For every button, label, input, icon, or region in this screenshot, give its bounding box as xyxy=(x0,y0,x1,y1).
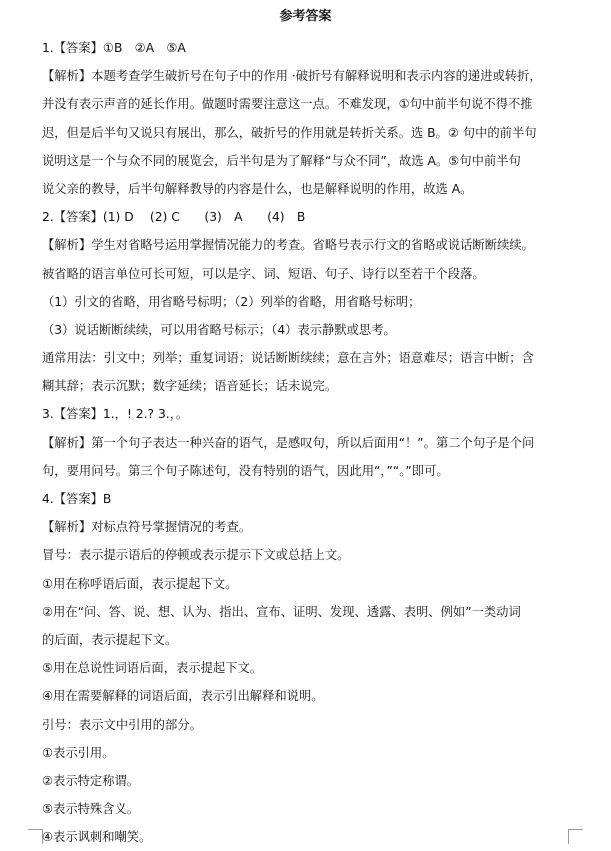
text-line: （1）引文的省略，用省略号标明；（2）列举的省略，用省略号标明； xyxy=(42,294,421,309)
text-line: 2.【答案】(1) D (2) C (3) A (4) B xyxy=(42,210,306,225)
text-line: 糊其辞；表示沉默；数字延续；语音延长；话未说完。 xyxy=(42,379,338,394)
text-line: 说父亲的教导，后半句解释教导的内容是什么，也是解释说明的作用，故选 A。 xyxy=(42,181,473,196)
text-line: 迟，但是后半句又说只有展出，那么，破折号的作用就是转折关系。选 B。② 句中的前半句 xyxy=(42,125,537,140)
text-line: ⑤表示特殊含义。 xyxy=(42,802,140,817)
page-corner-mark-left xyxy=(28,829,43,844)
text-line: ①表示引用。 xyxy=(42,745,115,760)
text-line: ②表示特定称谓。 xyxy=(42,773,140,788)
text-line: ④表示讽刺和嘲笑。 xyxy=(42,830,152,845)
text-line: 并没有表示声音的延长作用。做题时需要注意这一点。不难发现，①句中前半句说不得不推 xyxy=(42,97,533,112)
text-line: 的后面，表示提起下文。 xyxy=(42,632,178,647)
document-body xyxy=(42,34,573,851)
text-line: 1.【答案】①B ②A ⑤A xyxy=(42,41,186,55)
text-line: 句，要用问号。第三个句子陈述句，没有特别的语气，因此用“，”“。”即可。 xyxy=(42,463,449,478)
text-line: 4.【答案】B xyxy=(42,492,112,506)
text-line: ②用在“问、答、说、想、认为、指出、宣布、证明、发现、透露、表明、例如”一类动词 xyxy=(42,604,521,619)
text-line: ⑤用在总说性词语后面，表示提起下文。 xyxy=(42,661,263,676)
page-title: 参考答案 xyxy=(279,9,332,24)
text-line: 3.【答案】1.，! 2.? 3.，。 xyxy=(42,407,189,422)
text-line: 冒号：表示提示语后的停顿或表示提示下文或总括上文。 xyxy=(42,548,350,563)
text-line: 被省略的语言单位可长可短，可以是字、词、短语、句子、诗行以至若干个段落。 xyxy=(42,266,485,281)
text-line: 【解析】本题考查学生破折号在句子中的作用 ·破折号有解释说明和表示内容的递进或转折， xyxy=(42,69,542,84)
page-corner-mark-right xyxy=(568,829,583,844)
text-line: ①用在称呼语后面，表示提起下文。 xyxy=(42,576,238,591)
text-line: 通常用法：引文中；列举；重复词语；说话断断续续；意在言外；语意难尽；语言中断；含 xyxy=(42,351,534,366)
text-line: （3）说话断断续续，可以用省略号标示；（4）表示静默或思考。 xyxy=(42,322,396,337)
text-line: 【解析】对标点符号掌握情况的考查。 xyxy=(42,520,252,535)
text-line: 说明这是一个与众不同的展览会，后半句是为了解释“与众不同”，故选 A。⑤句中前半句 xyxy=(42,153,521,168)
text-line: 引号：表示文中引用的部分。 xyxy=(42,717,202,732)
text-line: 【解析】第一个句子表达一种兴奋的语气，是感叹句，所以后面用“！”。第二个句子是个问 xyxy=(42,435,535,450)
text-line: ④用在需要解释的词语后面，表示引出解释和说明。 xyxy=(42,689,324,704)
text-line: 【解析】学生对省略号运用掌握情况能力的考查。省略号表示行文的省略或说话断断续续。 xyxy=(42,238,534,253)
